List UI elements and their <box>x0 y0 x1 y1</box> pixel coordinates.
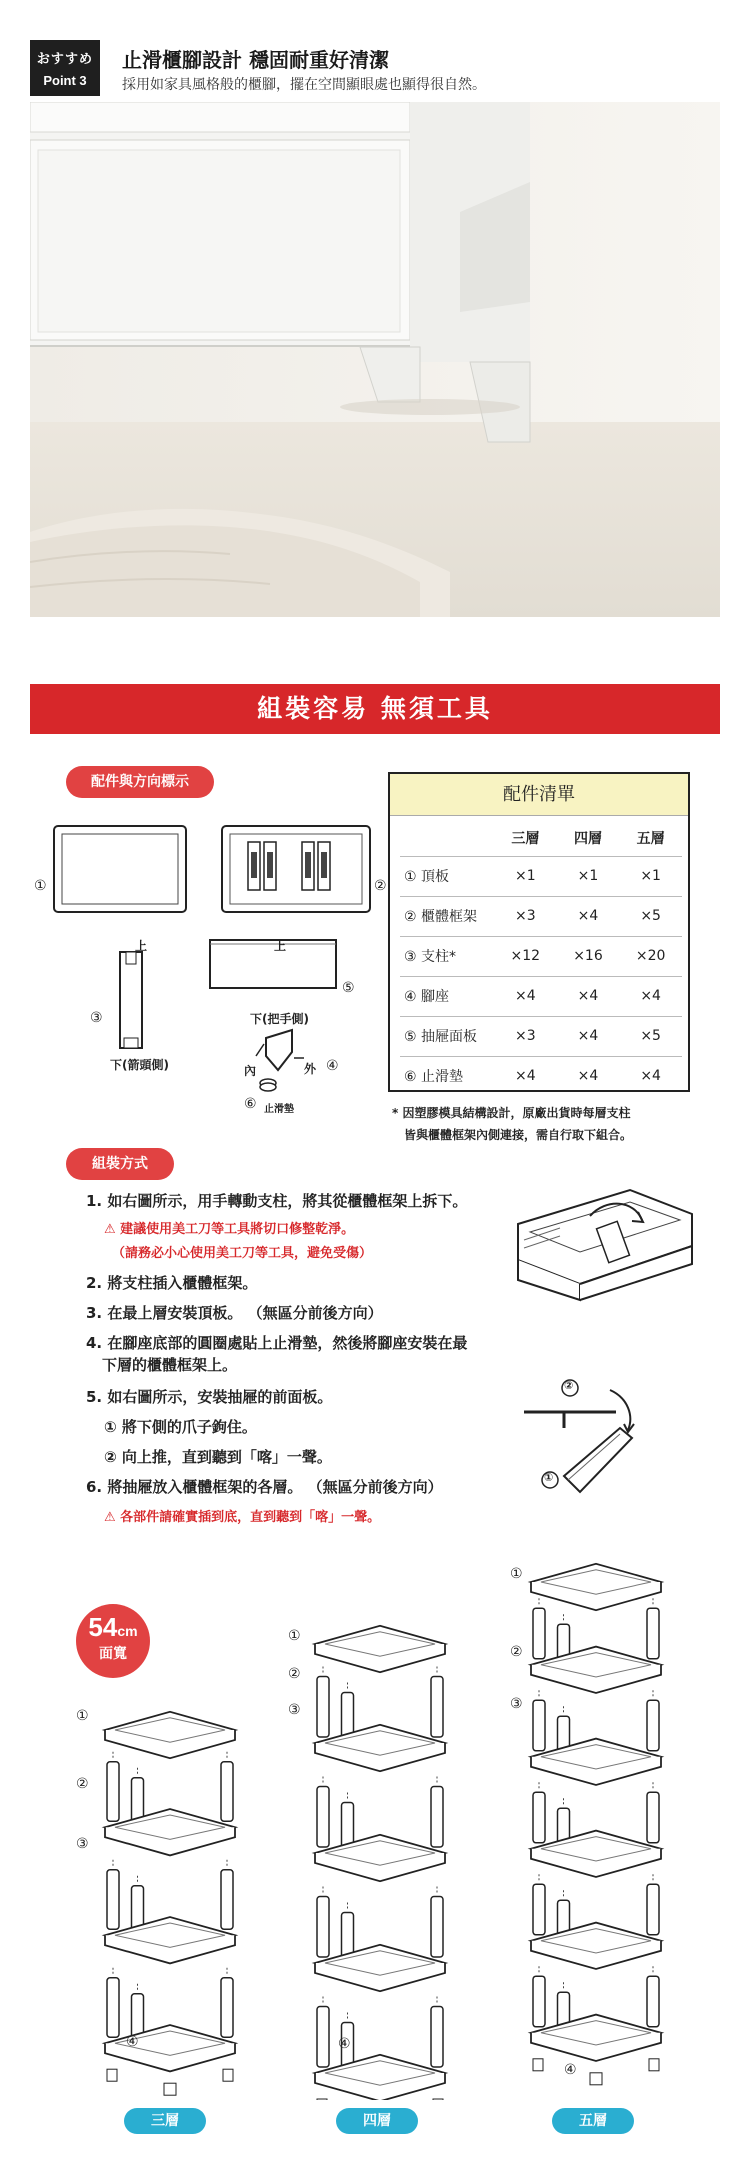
tower4-frame-1-side <box>315 1853 445 1881</box>
point3-subtitle: 採用如家具風格般的櫃腳，擺在空間顯眼處也顯得很自然。 <box>122 77 486 93</box>
tower5-top-board-side <box>531 1582 661 1610</box>
tower3-foot-front <box>164 2083 176 2095</box>
callout-post: ③ <box>90 1010 103 1026</box>
header-4layer: 四層 <box>573 830 602 847</box>
tower5-frame-1-side <box>531 1757 661 1785</box>
callout-foot: ④ <box>326 1058 339 1074</box>
tower5-post-right-4 <box>647 1976 659 2027</box>
qty-4: ×1 <box>557 856 620 896</box>
tower3-foot-right <box>223 2069 233 2081</box>
exploded-towers <box>0 1560 750 2100</box>
warning-6: ⚠ 各部件請確實插到底，直到聽到「喀」一聲。 <box>104 1510 381 1525</box>
badge-line1: おすすめ <box>36 52 94 67</box>
point-badge <box>30 40 100 96</box>
qty-4: ×4 <box>557 1056 620 1096</box>
warning-1b: （請務必小心使用美工刀等工具，避免受傷） <box>112 1246 373 1261</box>
tower4-frame-0-side <box>315 1743 445 1771</box>
parts-table-title: 配件清單 <box>390 774 688 816</box>
tower4-post-right-1 <box>431 1787 443 1848</box>
step-4a: 4. 在腳座底部的圓圈處貼上止滑墊，然後將腳座安裝在最 <box>86 1334 468 1352</box>
panel-top-label: 上 <box>274 939 287 953</box>
tower5-post-right-3 <box>647 1884 659 1935</box>
tower5-callout-2: ② <box>510 1644 523 1660</box>
tower5-foot-left <box>533 2059 543 2071</box>
tower3-post-left-1 <box>107 1870 119 1929</box>
tower5-post-left-3 <box>533 1884 545 1935</box>
tower3-callout-4: ④ <box>126 2034 139 2050</box>
tower5-post-left-0 <box>533 1608 545 1659</box>
tower5-post-right-2 <box>647 1792 659 1843</box>
tower4-post-left-1 <box>317 1787 329 1848</box>
qty-3: ×3 <box>494 896 557 936</box>
tower3-frame-2-side <box>105 2043 235 2071</box>
tower5-foot-right <box>649 2059 659 2071</box>
header-5layer: 五層 <box>636 830 665 847</box>
callout-frame: ② <box>374 878 387 894</box>
tower4-frame-2-side <box>315 1963 445 1991</box>
drawer-panel-diagram <box>520 1368 650 1508</box>
qty-5: ×4 <box>619 976 682 1016</box>
remove-post-diagram <box>510 1184 700 1304</box>
foot-outer-label: 外 <box>304 1062 317 1076</box>
tower4-post-right-0 <box>431 1677 443 1738</box>
tower5-post-right-1 <box>647 1700 659 1751</box>
tower3-post-left-0 <box>107 1762 119 1821</box>
part-name: ④ 腳座 <box>400 976 494 1016</box>
parts-table <box>388 772 690 1092</box>
callout-top-board: ① <box>34 878 47 894</box>
step-2: 2. 將支柱插入櫃體框架。 <box>86 1274 258 1292</box>
foot-inner-label: 內 <box>244 1064 257 1078</box>
part-name: ⑤ 抽屜面板 <box>400 1016 494 1056</box>
tower5-frame-2-side <box>531 1849 661 1877</box>
header-3layer: 三層 <box>511 830 540 847</box>
parts-section-label: 配件與方向標示 <box>66 766 214 798</box>
table-footnote-2: 皆與櫃體框架內側連接，需自行取下組合。 <box>404 1128 633 1142</box>
post-bottom-label: 下(箭頭側) <box>110 1058 169 1072</box>
tower5-callout-1: ① <box>510 1566 523 1582</box>
table-row <box>400 936 682 976</box>
qty-3: ×12 <box>494 936 557 976</box>
part-name: ② 櫃體框架 <box>400 896 494 936</box>
tower4-frame-3-side <box>315 2073 445 2100</box>
tower4-post-left-2 <box>317 1897 329 1958</box>
post-top-label: 上 <box>135 939 148 953</box>
qty-4: ×4 <box>557 976 620 1016</box>
parts-diagram <box>30 808 390 1148</box>
tower3-post-right-1 <box>221 1870 233 1929</box>
tower5-post-left-2 <box>533 1792 545 1843</box>
tower3-callout-1: ① <box>76 1708 89 1724</box>
tower4-post-left-0 <box>317 1677 329 1738</box>
label-5-layer: 五層 <box>552 2108 634 2134</box>
step-4b: 下層的櫃體框架上。 <box>102 1356 238 1374</box>
tower3-post-right-0 <box>221 1762 233 1821</box>
label-3-layer: 三層 <box>124 2108 206 2134</box>
qty-4: ×4 <box>557 896 620 936</box>
qty-4: ×16 <box>557 936 620 976</box>
qty-3: ×4 <box>494 1056 557 1096</box>
tower4-callout-4: ④ <box>338 2036 351 2052</box>
table-row <box>400 1056 682 1096</box>
tower4-foot-right <box>433 2099 443 2100</box>
qty-4: ×4 <box>557 1016 620 1056</box>
assembly-section-label: 組裝方式 <box>66 1148 174 1180</box>
warning-1a: ⚠ 建議使用美工刀等工具將切口修整乾淨。 <box>104 1222 355 1237</box>
tower4-callout-3: ③ <box>288 1702 301 1718</box>
tower3-frame-1-side <box>105 1935 235 1963</box>
header-blank <box>400 820 494 856</box>
callout-panel: ⑤ <box>342 980 355 996</box>
tower5-post-right-0 <box>647 1608 659 1659</box>
pad-label: 止滑墊 <box>264 1104 294 1115</box>
step-3: 3. 在最上層安裝頂板。 （無區分前後方向） <box>86 1304 383 1322</box>
part-name: ③ 支柱* <box>400 936 494 976</box>
label-4-layer: 四層 <box>336 2108 418 2134</box>
tower5-post-left-4 <box>533 1976 545 2027</box>
tower5-callout-3: ③ <box>510 1696 523 1712</box>
tower4-foot-left <box>317 2099 327 2100</box>
width-unit: cm <box>117 1623 138 1639</box>
step-5a: ① 將下側的爪子鉤住。 <box>104 1418 257 1436</box>
tower3-frame-0-side <box>105 1827 235 1855</box>
tower5-foot-front <box>590 2073 602 2085</box>
tower5-callout-4: ④ <box>564 2062 577 2078</box>
tower5-frame-0-side <box>531 1665 661 1693</box>
callout-pad: ⑥ <box>244 1096 257 1112</box>
tower3-foot-left <box>107 2069 117 2081</box>
qty-3: ×1 <box>494 856 557 896</box>
step-5b: ② 向上推，直到聽到「喀」一聲。 <box>104 1448 332 1466</box>
tower4-post-right-2 <box>431 1897 443 1958</box>
qty-5: ×5 <box>619 1016 682 1056</box>
diagram-callout-2: ② <box>564 1379 574 1392</box>
parts-table-header-row <box>400 820 682 856</box>
tower3-post-right-2 <box>221 1978 233 2037</box>
tower4-callout-1: ① <box>288 1628 301 1644</box>
badge-line2: Point 3 <box>43 73 87 88</box>
width-label: 面寬 <box>99 1646 127 1662</box>
tower5-frame-3-side <box>531 1941 661 1969</box>
parts-table-grid <box>400 820 682 1096</box>
step-1: 1. 如右圖所示，用手轉動支柱，將其從櫃體框架上拆下。 <box>86 1192 468 1210</box>
tower4-callout-2: ② <box>288 1666 301 1682</box>
table-footnote-1: * 因塑膠模具結構設計，原廠出貨時每層支柱 <box>392 1106 631 1120</box>
qty-3: ×4 <box>494 976 557 1016</box>
product-photo <box>30 102 720 617</box>
step-5: 5. 如右圖所示，安裝抽屜的前面板。 <box>86 1388 333 1406</box>
tower3-top-board-side <box>105 1730 235 1758</box>
table-row <box>400 1016 682 1056</box>
tower4-post-left-3 <box>317 2007 329 2068</box>
qty-5: ×5 <box>619 896 682 936</box>
width-value: 54 <box>88 1612 118 1642</box>
tower5-post-left-1 <box>533 1700 545 1751</box>
qty-5: ×20 <box>619 936 682 976</box>
tower3-post-left-2 <box>107 1978 119 2037</box>
assembly-banner: 組裝容易 無須工具 <box>30 684 720 734</box>
table-row <box>400 856 682 896</box>
qty-3: ×3 <box>494 1016 557 1056</box>
table-row <box>400 896 682 936</box>
qty-5: ×4 <box>619 1056 682 1096</box>
tower4-top-board-side <box>315 1644 445 1672</box>
point3-header <box>30 40 720 96</box>
tower3-callout-3: ③ <box>76 1836 89 1852</box>
panel-bottom-label: 下(把手側) <box>250 1012 309 1026</box>
part-name: ① 頂板 <box>400 856 494 896</box>
tower5-frame-4-side <box>531 2033 661 2061</box>
qty-5: ×1 <box>619 856 682 896</box>
tower4-post-right-3 <box>431 2007 443 2068</box>
table-row <box>400 976 682 1016</box>
point3-title: 止滑櫃腳設計 穩固耐重好清潔 <box>122 48 389 72</box>
step-6: 6. 將抽屜放入櫃體框架的各層。 （無區分前後方向） <box>86 1478 443 1496</box>
part-name: ⑥ 止滑墊 <box>400 1056 494 1096</box>
diagram-callout-1: ① <box>544 1471 554 1484</box>
tower3-callout-2: ② <box>76 1776 89 1792</box>
